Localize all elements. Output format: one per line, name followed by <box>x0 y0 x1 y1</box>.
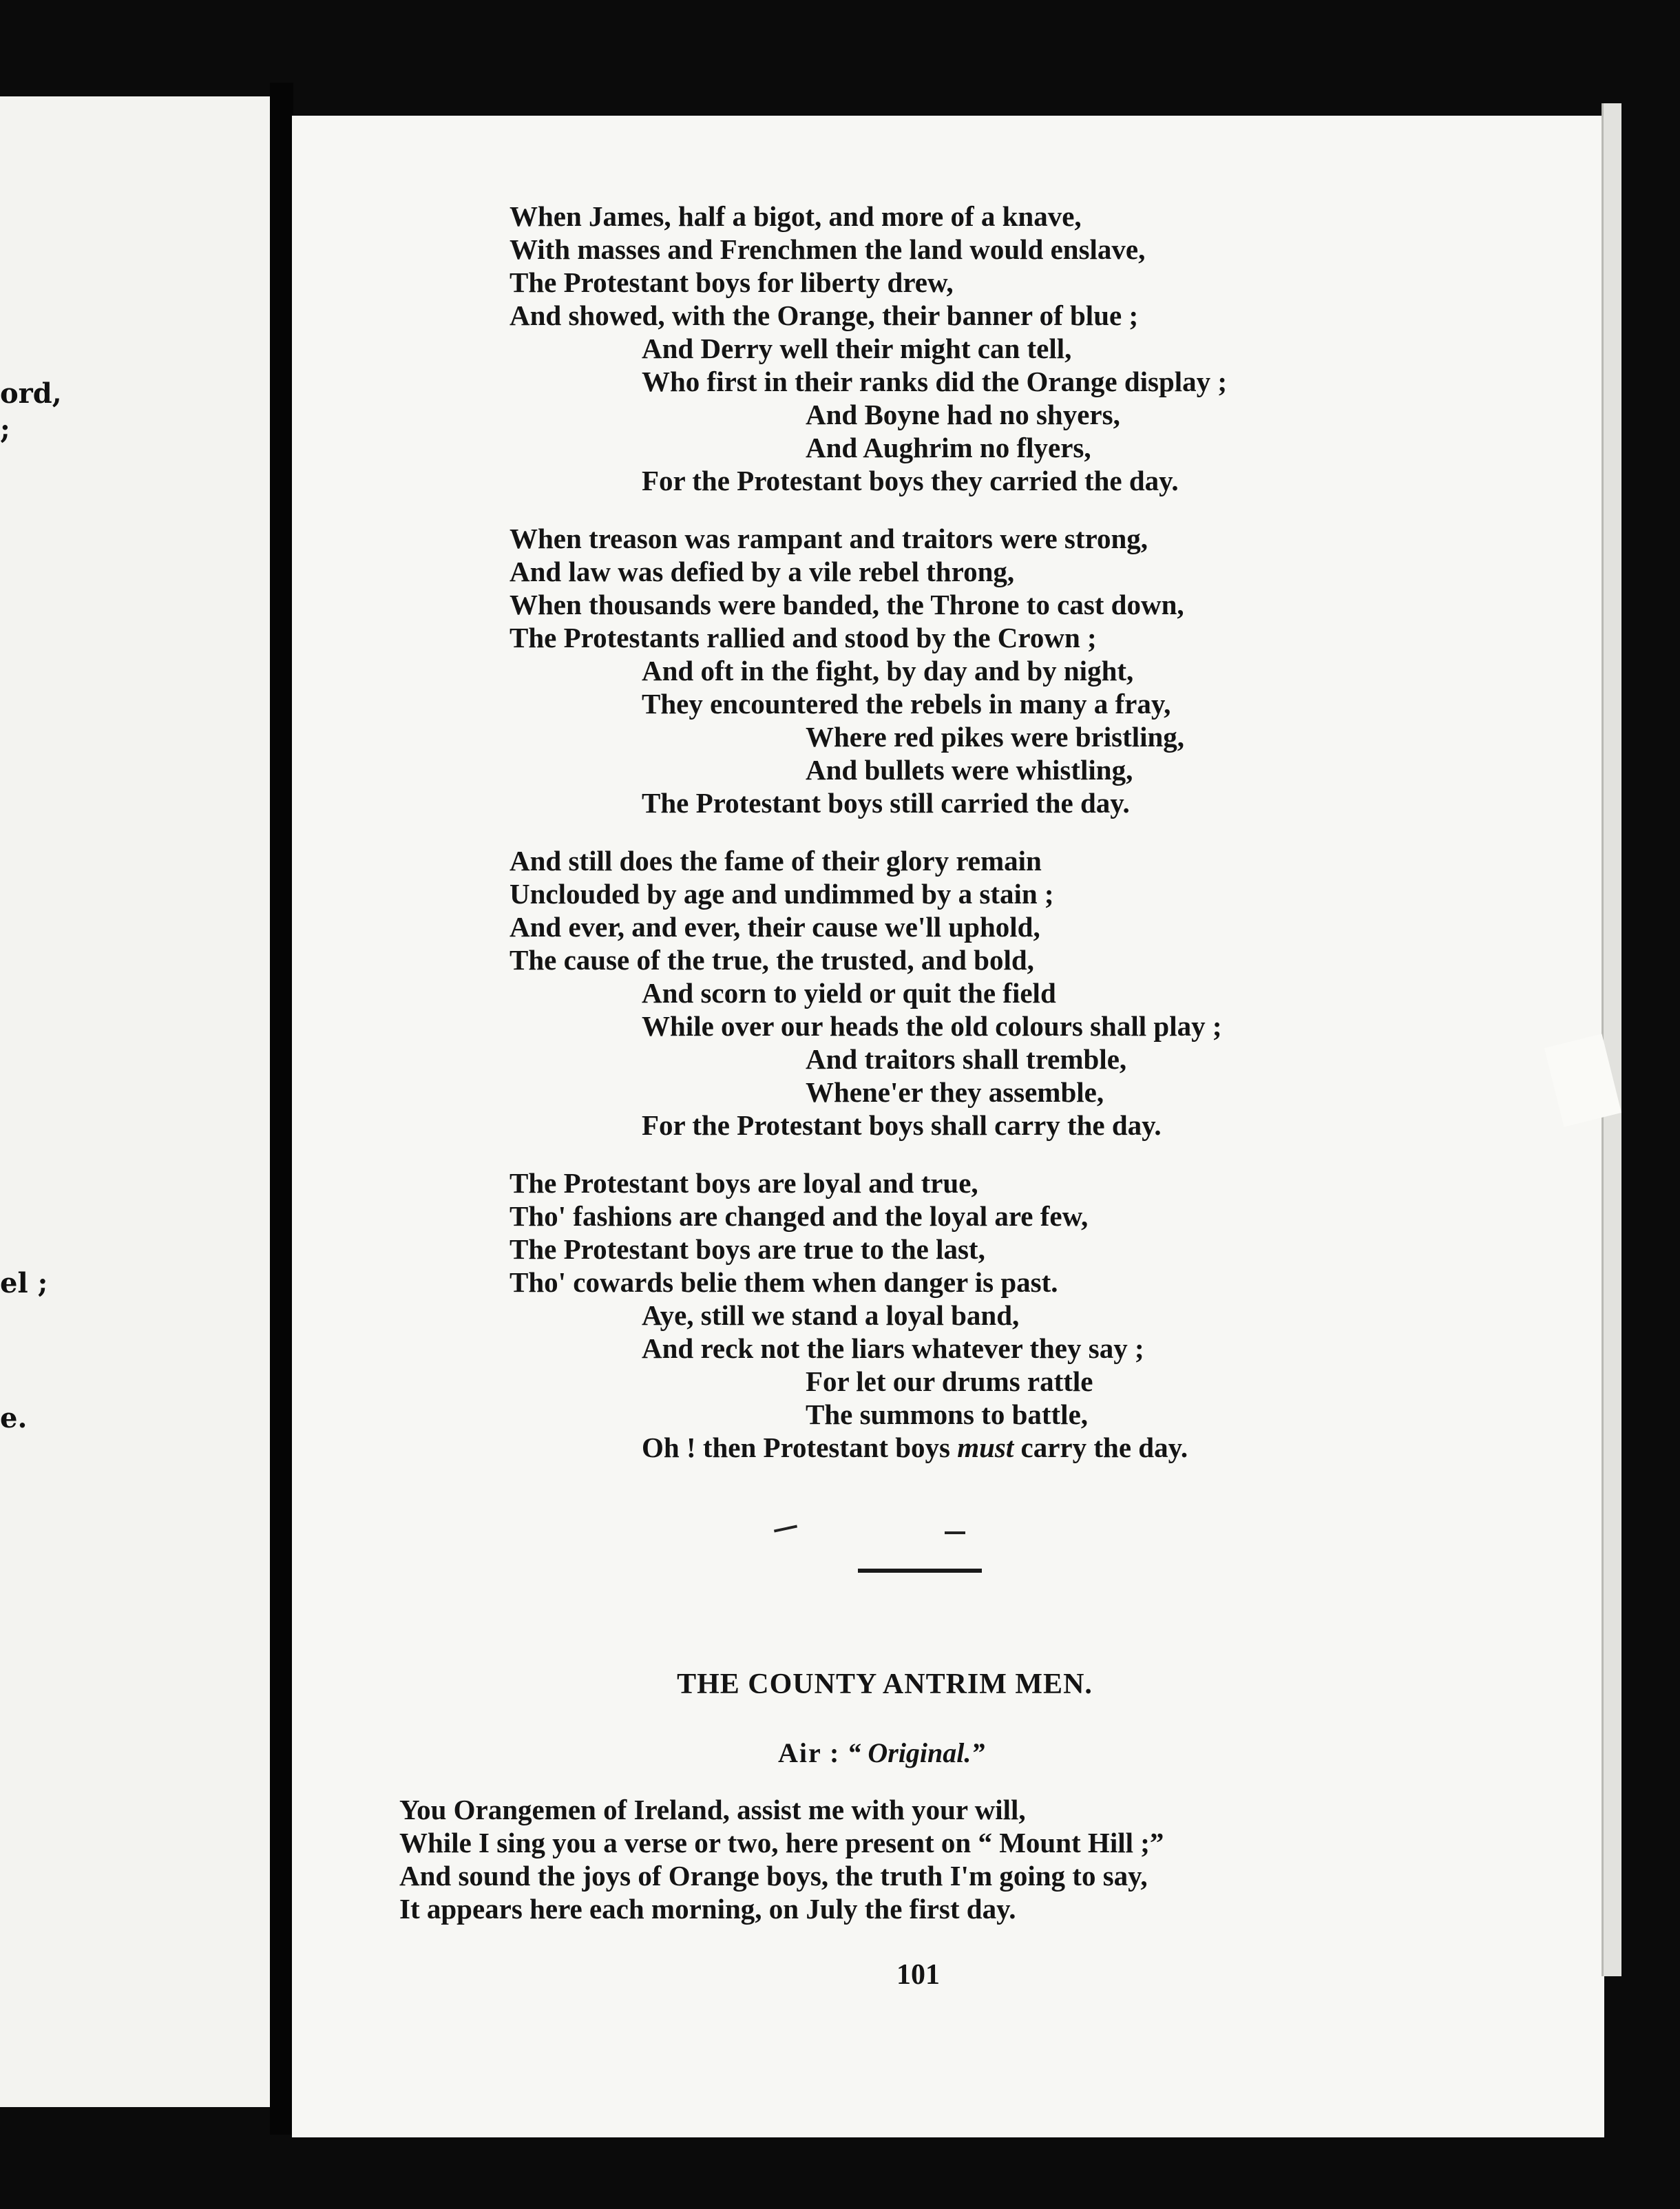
book-binding <box>270 83 293 2135</box>
poem-line: And scorn to yield or quit the field <box>642 977 1056 1009</box>
poem-line: When thousands were banded, the Throne to cast down, <box>510 589 1184 620</box>
poem-line: While I sing you a verse or two, here present on “ Mount Hill ;” <box>399 1827 1164 1859</box>
poem-line: The summons to battle, <box>806 1399 1089 1430</box>
final-line-start: Oh ! then Protestant boys <box>642 1432 950 1463</box>
poem-line: Where red pikes were bristling, <box>806 721 1185 753</box>
poem-line: You Orangemen of Ireland, assist me with your will, <box>399 1794 1026 1825</box>
poem-line: And showed, with the Orange, their banner of blue ; <box>510 300 1139 331</box>
poem-line: And ever, and ever, their cause we'll uphold, <box>510 911 1040 943</box>
air-line <box>778 1737 985 1769</box>
air-label: Air : <box>778 1737 841 1768</box>
poem-line: While over our heads the old colours shall play ; <box>642 1010 1222 1042</box>
poem-line: The Protestant boys are loyal and true, <box>510 1167 978 1199</box>
poem-line: The cause of the true, the trusted, and bold, <box>510 944 1034 976</box>
poem-line: For let our drums rattle <box>806 1365 1093 1397</box>
poem-line: Tho' fashions are changed and the loyal are few, <box>510 1200 1089 1232</box>
poem-line: The Protestants rallied and stood by the Crown ; <box>510 622 1097 653</box>
previous-page-edge <box>0 96 270 2107</box>
poem-line: The Protestant boys are true to the last, <box>510 1233 985 1265</box>
poem-line: Who first in their ranks did the Orange display ; <box>642 366 1228 397</box>
poem-line: Whene'er they assemble, <box>806 1076 1104 1108</box>
left-page-fragment: ord, <box>0 377 62 410</box>
ornament-mark <box>945 1531 965 1534</box>
poem-line: And traitors shall tremble, <box>806 1043 1127 1075</box>
poem-line: And sound the joys of Orange boys, the truth I'm going to say, <box>399 1860 1148 1892</box>
poem-line: With masses and Frenchmen the land would enslave, <box>510 233 1146 265</box>
poem-line: They encountered the rebels in many a fray, <box>642 688 1171 720</box>
poem-line: And Boyne had no shyers, <box>806 399 1120 430</box>
poem-line: For the Protestant boys they carried the day. <box>642 465 1179 496</box>
poem-line: It appears here each morning, on July the first day. <box>399 1893 1016 1925</box>
final-line-italic: must <box>957 1432 1014 1463</box>
poem-line: And Aughrim no flyers, <box>806 432 1091 463</box>
poem-line: The Protestant boys for liberty drew, <box>510 266 954 298</box>
left-page-fragment: ; <box>0 413 10 446</box>
poem-line: And Derry well their might can tell, <box>642 333 1072 364</box>
page-number: 101 <box>896 1959 940 1991</box>
poem-line-final <box>642 1431 1188 1464</box>
air-name: “ Original.” <box>847 1737 985 1768</box>
poem-line: And law was defied by a vile rebel throng, <box>510 556 1015 587</box>
poem-line: And oft in the fight, by day and by night, <box>642 655 1134 687</box>
poem-line: For the Protestant boys shall carry the day. <box>642 1109 1162 1141</box>
poem-line: When treason was rampant and traitors were strong, <box>510 523 1148 554</box>
left-page-fragment: el ; <box>0 1267 48 1299</box>
poem-line: Tho' cowards belie them when danger is past. <box>510 1266 1058 1298</box>
final-line-end: carry the day. <box>1020 1432 1188 1463</box>
poem-line: Unclouded by age and undimmed by a stain ; <box>510 878 1054 910</box>
poem-line: Aye, still we stand a loyal band, <box>642 1299 1020 1331</box>
song-title: THE COUNTY ANTRIM MEN. <box>677 1668 1093 1700</box>
poem-line: When James, half a bigot, and more of a knave, <box>510 200 1082 232</box>
section-divider <box>858 1569 982 1573</box>
poem-line: And bullets were whistling, <box>806 754 1133 786</box>
poem-line: The Protestant boys still carried the day. <box>642 787 1130 819</box>
poem-line: And still does the fame of their glory remain <box>510 845 1042 877</box>
poem-line: And reck not the liars whatever they say ; <box>642 1332 1144 1364</box>
left-page-fragment: e. <box>0 1402 28 1434</box>
